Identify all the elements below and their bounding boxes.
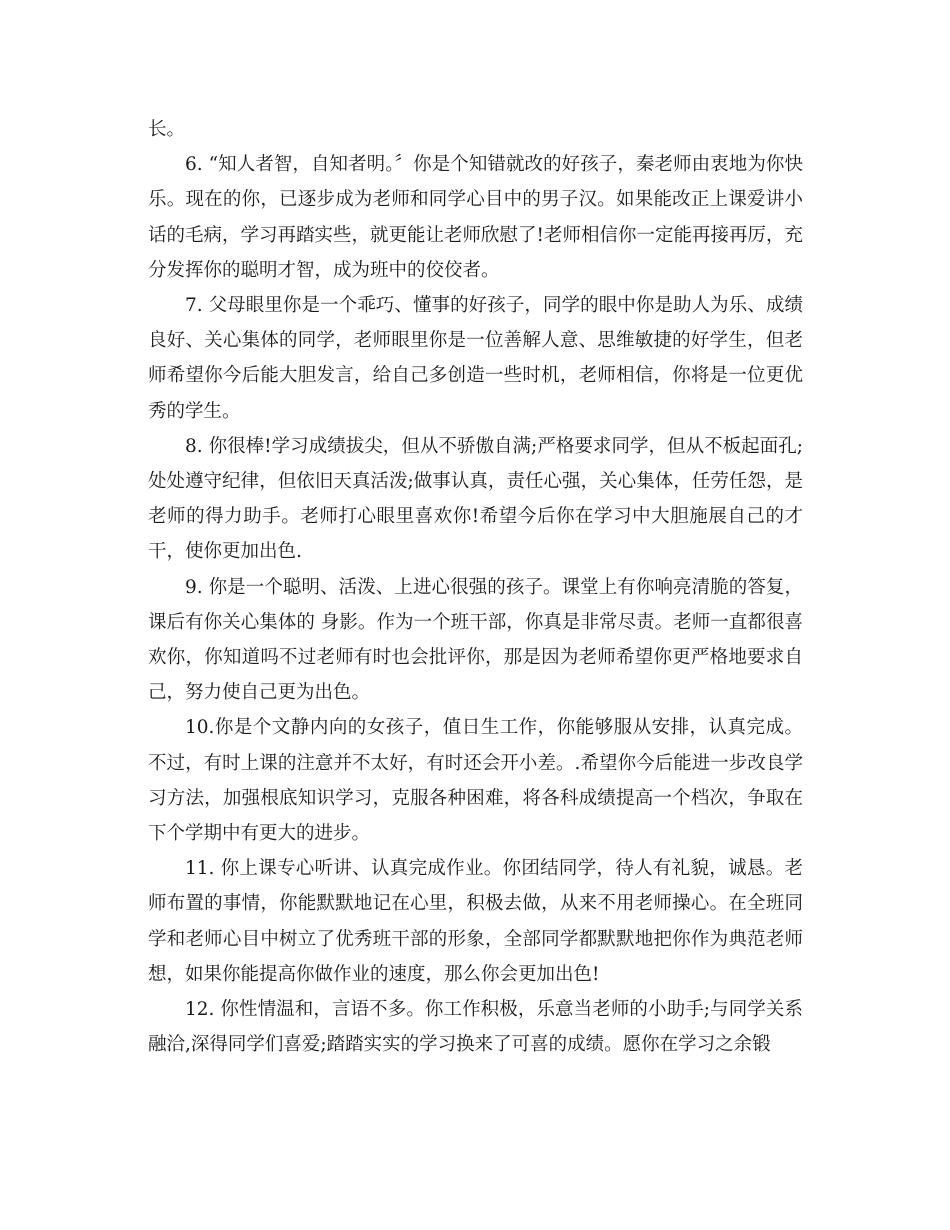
paragraph-comment-10: 10.你是个文静内向的女孩子，值日生工作，你能够服从安排，认真完成。不过，有时上课的注意并不太好，有时还会开小差。.希望你今后能进一步改良学习方法，加强根底知识学习，克服各种困难，将各科成绩提高一个档次，争取在下个学期中有更大的进步。 xyxy=(148,717,803,845)
paragraph-comment-8: 8. 你很棒!学习成绩拔尖，但从不骄傲自满;严格要求同学，但从不板起面孔;处处遵守纪律，但依旧天真活泼;做事认真，责任心强，关心集体，任劳任怨，是老师的得力助手。老师打心眼里喜欢你!希望今后你在学习中大胆施展自己的才干，使你更加出色. xyxy=(148,435,803,563)
paragraph-comment-9: 9. 你是一个聪明、活泼、上进心很强的孩子。课堂上有你响亮清脆的答复，课后有你关心集体的 身影。作为一个班干部，你真是非常尽责。老师一直都很喜欢你，你知道吗不过老师有时也会批评你，那是因为老师希望你更严格地要求自己，努力使自己更为出色。 xyxy=(148,576,803,704)
paragraph-continuation: 长。 xyxy=(148,119,186,140)
document-body xyxy=(148,112,803,1062)
paragraph-comment-12: 12. 你性情温和，言语不多。你工作积极，乐意当老师的小助手;与同学关系融洽,深得同学们喜爱;踏踏实实的学习换来了可喜的成绩。愿你在学习之余锻 xyxy=(148,999,803,1056)
paragraph-comment-11: 11. 你上课专心听讲、认真完成作业。你团结同学，待人有礼貌，诚恳。老师布置的事情，你能默默地记在心里，积极去做，从来不用老师操心。在全班同学和老师心目中树立了优秀班干部的形象，全部同学都默默地把你作为典范老师想，如果你能提高你做作业的速度，那么你会更加出色! xyxy=(148,858,803,985)
paragraph-comment-7: 7. 父母眼里你是一个乖巧、懂事的好孩子，同学的眼中你是助人为乐、成绩良好、关心集体的同学，老师眼里你是一位善解人意、思维敏捷的好学生，但老师希望你今后能大胆发言，给自己多创造一些时机，老师相信，你将是一位更优秀的学生。 xyxy=(148,295,803,422)
paragraph-comment-6: 6. “知人者智，自知者明。〞你是个知错就改的好孩子，秦老师由衷地为你快乐。现在的你，已逐步成为老师和同学心目中的男子汉。如果能改正上课爱讲小话的毛病，学习再踏实些，就更能让老师欣慰了!老师相信你一定能再接再厉，充分发挥你的聪明才智，成为班中的佼佼者。 xyxy=(148,154,804,281)
